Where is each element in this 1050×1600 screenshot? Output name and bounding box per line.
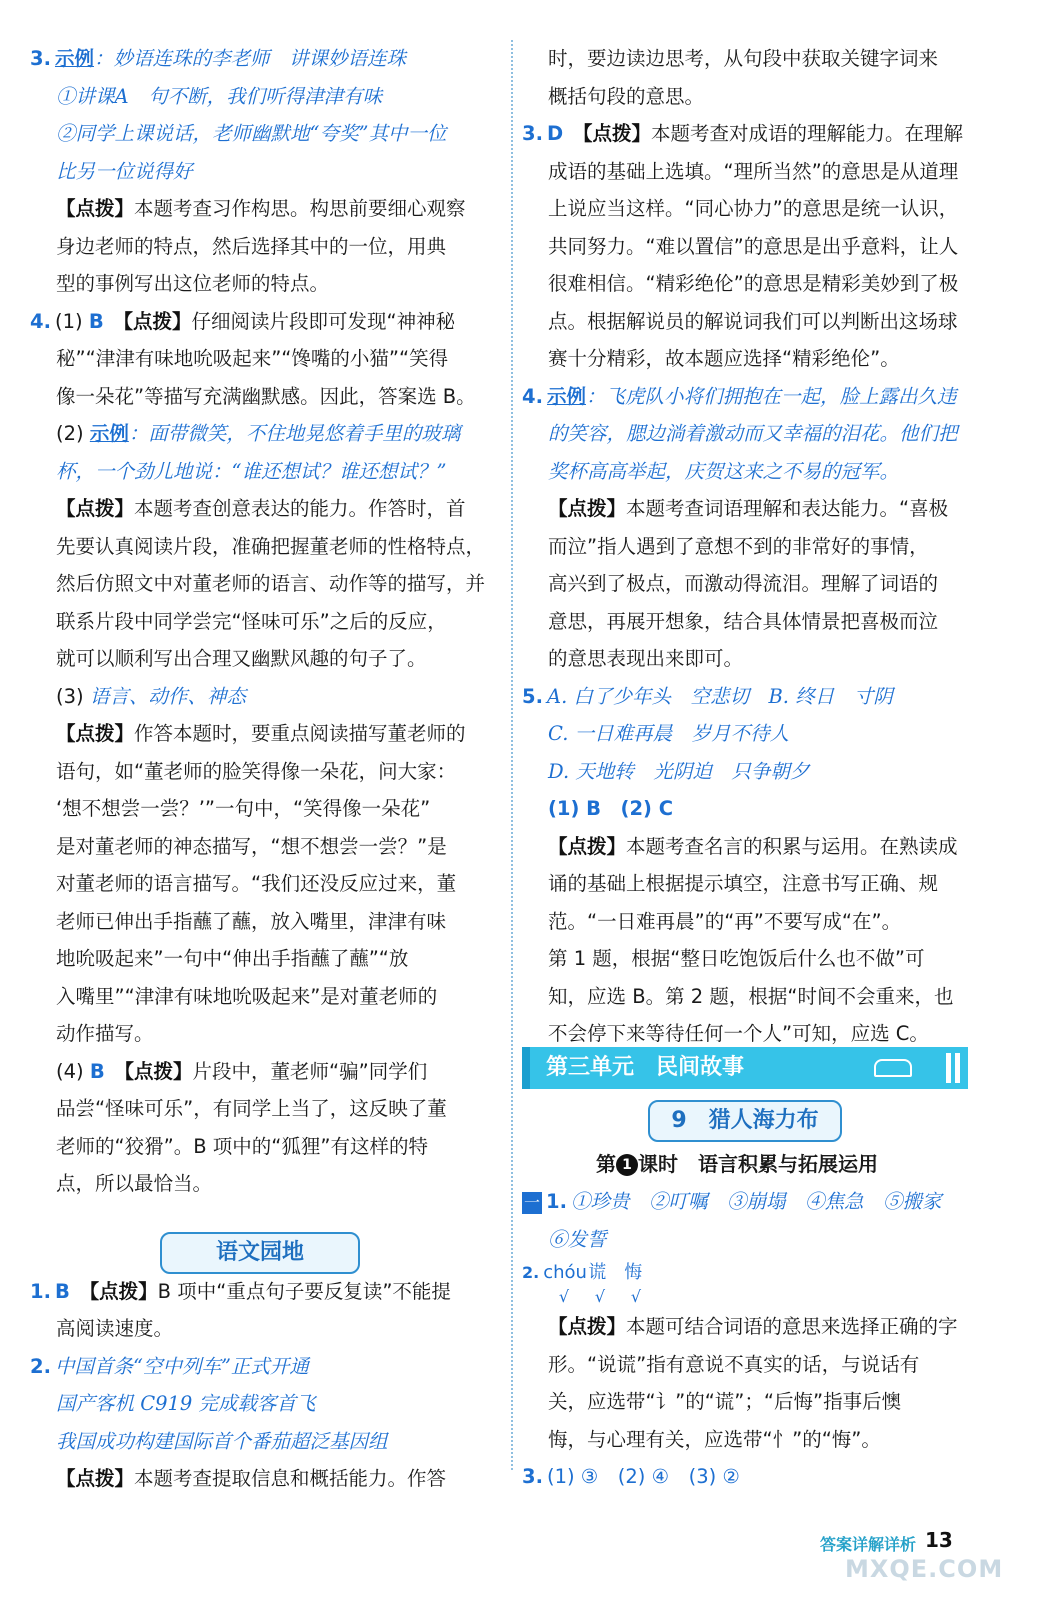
- yw2-answer: 我国成功构建国际首个番茄超泛基因组: [56, 1429, 388, 1453]
- q3-tip-line: 型的事例写出这位老师的特点。: [56, 272, 330, 295]
- r-q5-tip: 范。“一日难再晨”的“再”不要写成“在”。: [548, 909, 902, 933]
- unit-banner: [522, 1047, 968, 1089]
- lesson-subtitle: 第 1 课时 语言积累与拓展运用: [596, 1152, 878, 1176]
- lesson-answers: [522, 1183, 980, 1496]
- r-q3-line: 点。根据解说员的解说词我们可以判断出这场球: [548, 309, 958, 333]
- part2-answer: 2. chóu谎 悔: [522, 1258, 980, 1286]
- q4-part3-tip: ‘想不想尝一尝？’”一句中，“笑得像一朵花”: [56, 797, 431, 820]
- r-q5-answer: D. 天地转 光阴迫 只争朝夕: [548, 759, 810, 783]
- pinyin-option: 谎: [588, 1262, 607, 1283]
- r-q5-tip: 第 1 题，根据“整日吃饱饭后什么也不做”可: [548, 947, 925, 970]
- q4-part2-tip: 然后仿照文中对董老师的语言、动作等的描写，并: [56, 572, 486, 595]
- unit-banner-label: 第三单元 民间故事: [546, 1055, 745, 1080]
- r-q4-answer: 奖杯高高举起，庆贺这来之不易的冠军。: [548, 459, 900, 483]
- part2-tip: 悔，与心理有关，应选带“忄”的“悔”。: [548, 1427, 881, 1451]
- check-icon: √: [594, 1287, 606, 1306]
- r-q4-answer: 4. 示例：飞虎队小将们拥抱在一起，脸上露出久违: [522, 384, 957, 408]
- q4-part3-tip: 动作描写。: [56, 1022, 154, 1045]
- q3-answer-line: ②同学上课说话，老师幽默地“夸奖”其中一位: [56, 122, 447, 145]
- q3-answer-line: 比另一位说得好: [56, 159, 193, 183]
- q4-part2-tip: 联系片段中同学尝完“怪味可乐”之后的反应，: [56, 609, 447, 633]
- yw2-answer: 2. 中国首条“空中列车”正式开通: [30, 1354, 309, 1378]
- column-divider: [511, 40, 513, 1470]
- q4-part3-tip: 地吮吸起来”一句中“伸出手指蘸了蘸”“放: [56, 947, 409, 970]
- check-icon: √: [630, 1287, 642, 1306]
- r-q5-answer: C. 一日难再晨 岁月不待人: [548, 722, 790, 745]
- r-q5-tip: 知，应选 B。第 2 题，根据“时间不会重来，也: [548, 984, 954, 1008]
- q4-part2-answer: 杯，一个劲儿地说：“谁还想试？谁还想试？”: [56, 459, 447, 483]
- q4-part3-tip: 是对董老师的神态描写，“想不想尝一尝？”是: [56, 834, 447, 858]
- stripes-icon: [942, 1053, 960, 1098]
- r-q3-line: 赛十分精彩，故本题应选择“精彩绝伦”。: [548, 347, 900, 370]
- q4-part4-line: 老师的“狡猾”。B 项中的“狐狸”有这样的特: [56, 1134, 428, 1158]
- yw1-line: 高阅读速度。: [56, 1317, 174, 1340]
- yw2-answer: 国产客机 C919 完成载客首飞: [56, 1392, 316, 1415]
- q3-tip-line: 身边老师的特点，然后选择其中的一位，用典: [56, 234, 447, 258]
- part2-tip: 【点拨】本题可结合词语的意思来选择正确的字: [548, 1315, 958, 1338]
- q3-answer-line: ①讲课A 句不断，我们听得津津有味: [56, 84, 383, 108]
- part1-answer: 一 1. ①珍贵 ②叮嘱 ③崩塌 ④焦急 ⑤搬家: [523, 1190, 942, 1213]
- q4-part4-line: (4) B 【点拨】片段中，董老师“骗”同学们: [56, 1059, 428, 1083]
- q3-tip-line: 【点拨】本题考查习作构思。构思前要细心观察: [56, 197, 466, 220]
- pinyin-option: chóu: [543, 1262, 587, 1283]
- r-q4-tip: 的意思表现出来即可。: [548, 647, 744, 670]
- r-q4-answer: 的笑容，腮边淌着激动而又幸福的泪花。他们把: [548, 422, 958, 445]
- page-number: 13: [925, 1528, 953, 1552]
- r-q5-tip: 不会停下来等待任何一个人”可知，应选 C。: [548, 1022, 929, 1045]
- q4-part2-answer: (2) 示例：面带微笑，不住地晃悠着手里的玻璃: [56, 422, 461, 445]
- r-q5-tip: 诵的基础上根据提示填空，注意书写正确、规: [548, 872, 939, 895]
- r-q4-tip: 意思，再展开想象，结合具体情景把喜极而泣: [548, 609, 939, 633]
- car-icon: [874, 1059, 912, 1077]
- r-q4-tip: 【点拨】本题考查词语理解和表达能力。“喜极: [548, 497, 949, 520]
- yw2-tip: 【点拨】本题考查提取信息和概括能力。作答: [56, 1467, 447, 1490]
- q4-part3-tip: 入嘴里”“津津有味地吮吸起来”是对董老师的: [56, 984, 438, 1008]
- r-q5-answer: (1) B (2) C: [548, 797, 674, 820]
- continued-text: 概括句段的意思。: [548, 84, 705, 108]
- part-one-badge: 一: [523, 1193, 540, 1212]
- q4-part1-line: 秘”“津津有味地吮吸起来”“馋嘴的小猫”“笑得: [56, 347, 449, 370]
- footer-label: 答案详解详析: [820, 1535, 917, 1554]
- r-q4-tip: 高兴到了极点，而激动得流泪。理解了词语的: [548, 572, 939, 595]
- q4-part2-tip: 就可以顺利写出合理又幽默风趣的句子了。: [56, 647, 427, 670]
- part1-answer: ⑥发誓: [548, 1227, 607, 1251]
- q4-part3-tip: 对董老师的语言描写。“我们还没反应过来，董: [56, 872, 457, 895]
- part2-tip: 关，应选带“讠”的“谎”；“后悔”指事后懊: [548, 1390, 902, 1413]
- r-q3-line: 很难相信。“精彩绝伦”的意思是精彩美妙到了极: [548, 272, 959, 295]
- watermark: MXQE.COM: [845, 1555, 1004, 1583]
- q4-part3-tip: 【点拨】作答本题时，要重点阅读描写董老师的: [56, 722, 466, 745]
- r-q5-tip: 【点拨】本题考查名言的积累与运用。在熟读成: [548, 834, 958, 858]
- left-column: [30, 40, 500, 1498]
- q4-part3-tip: 老师已伸出手指蘸了蘸，放入嘴里，津津有味: [56, 909, 447, 933]
- section-title-yuwen-yuandi: 语文园地: [160, 1232, 360, 1274]
- part3-answer: 3. (1) ③ (2) ④ (3) ②: [522, 1465, 740, 1488]
- q4-part1-line: 4. (1) B 【点拨】仔细阅读片段即可发现“神神秘: [30, 309, 456, 333]
- q4-part3-tip: 语句，如“董老师的脸笑得像一朵花，问大家：: [56, 759, 457, 783]
- yw1-line: 1. B 【点拨】B 项中“重点句子要反复读”不能提: [30, 1279, 451, 1303]
- r-q3-line: 上说应当这样。“同心协力”的意思是统一认识，: [548, 197, 959, 220]
- check-icon: √: [558, 1287, 570, 1306]
- q4-part2-tip: 【点拨】本题考查创意表达的能力。作答时，首: [56, 497, 466, 520]
- right-column: [522, 40, 980, 1053]
- lesson-number-badge: 1: [616, 1154, 638, 1176]
- part2-tip: 形。“说谎”指有意说不真实的话，与说话有: [548, 1352, 920, 1376]
- q4-part1-line: 像一朵花”等描写充满幽默感。因此，答案选 B。: [56, 384, 476, 408]
- part2-checks: [522, 1286, 980, 1308]
- q4-part3-answer: (3) 语言、动作、神态: [56, 684, 246, 708]
- lesson-title: 9 猎人海力布: [648, 1100, 842, 1142]
- r-q4-tip: 而泣”指人遇到了意想不到的非常好的事情，: [548, 534, 929, 558]
- r-q3-line: 成语的基础上选填。“理所当然”的意思是从道理: [548, 159, 959, 183]
- pinyin-option: 悔: [624, 1262, 643, 1283]
- q3-answer-line: 3. 示例：妙语连珠的李老师 讲课妙语连珠: [30, 47, 407, 70]
- continued-text: 时，要边读边思考，从句段中获取关键字词来: [548, 47, 939, 70]
- q4-part4-line: 点，所以最恰当。: [56, 1172, 213, 1195]
- r-q3-line: 共同努力。“难以置信”的意思是出乎意料，让人: [548, 234, 959, 258]
- q4-part4-line: 品尝“怪味可乐”，有同学上当了，这反映了董: [56, 1097, 447, 1120]
- q4-part2-tip: 先要认真阅读片段，准确把握董老师的性格特点，: [56, 534, 486, 558]
- r-q5-answer: 5. A. 白了少年头 空悲切 B. 终日 寸阴: [522, 684, 893, 708]
- r-q3-line: 3. D 【点拨】本题考查对成语的理解能力。在理解: [522, 122, 963, 145]
